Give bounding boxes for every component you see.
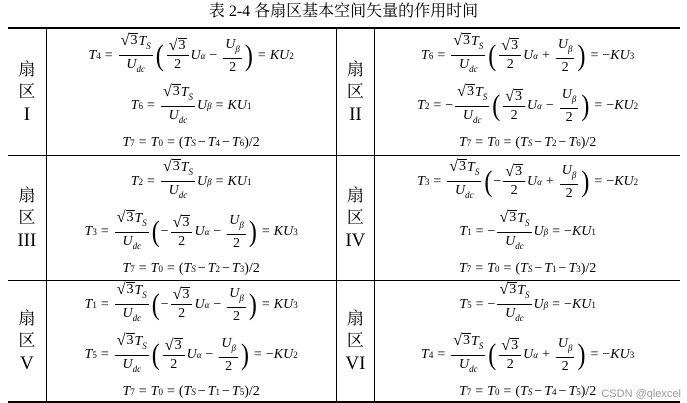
formula-t5-s5: T 5 = √ 3 $T_S$ $U_{dc}$ ( √ 3 2 U α − $\frac{U_\beta}{2}$ ) = − KU 2 <box>84 332 298 375</box>
formula-t6-s2: T 6 = √ 3 $T_S$ $U_{dc}$ ( √ 3 2 U α + $\frac{U_\beta}{2}$ ) = − KU 3 <box>421 32 635 75</box>
formula-t3-s3: T 3 = √ 3 $T_S$ $U_{dc}$ ( − √ 3 2 U α − $\frac{U_\beta}{2}$ ) = KU 3 <box>84 209 298 252</box>
formula-t6-s1: T 6 = √ 3 $T_S$ $U_{dc}$ U β = KU 1 <box>130 83 252 125</box>
formula-t4-s1: T 4 = √ 3 $T_S$ $U_{dc}$ ( √ 3 2 U α − $\frac{U_\beta}{2}$ ) = KU 2 <box>88 32 294 75</box>
sector-3-formulas <box>46 156 336 281</box>
formula-t1-s5: T 1 = √ 3 $T_S$ $U_{dc}$ ( − √ 3 2 U α − $\frac{U_\beta}{2}$ ) = KU 3 <box>84 281 298 324</box>
sector-label-5: 扇 区 V <box>8 281 46 403</box>
sector-label-2: 扇 区 II <box>336 28 375 156</box>
formula-t3-s4: T 3 = √ 3 $T_S$ $U_{dc}$ ( − √ 3 2 U α + $\frac{U_\beta}{2}$ ) = − KU 2 <box>417 158 639 201</box>
formula-t7-s3: T 7 = T 0 = ( T S − T 2 − T 3 )/2 <box>122 260 260 276</box>
formula-t5-s6: T 5 = − √ 3 $T_S$ $U_{dc}$ U β = − KU 1 <box>459 281 596 323</box>
formula-t7-s2: T 7 = T 0 = ( T S − T 2 − T 6 )/2 <box>458 134 597 150</box>
formula-t7-s4: T 7 = T 0 = ( T S − T 1 − T 3 )/2 <box>458 260 597 276</box>
formula-t7-s1: T 7 = T 0 = ( T S − T 4 − T 6 )/2 <box>122 134 260 150</box>
sector-label-3: 扇 区 III <box>8 156 46 281</box>
table-title: 表 2-4 各扇区基本空间矢量的作用时间 <box>208 3 479 20</box>
formula-t4-s6: T 4 = √ 3 $T_S$ $U_{dc}$ ( √ 3 2 U α + $\frac{U_\beta}{2}$ ) = − KU 3 <box>421 332 635 375</box>
sector-1-formulas <box>46 28 336 156</box>
sector-label-1: 扇 区 I <box>8 28 46 156</box>
formula-t7-s6: T 7 = T 0 = ( T S − T 4 − T 5 )/2 <box>458 383 597 399</box>
sector-4-formulas <box>375 156 680 281</box>
sector-2-formulas <box>375 28 680 156</box>
formula-t2-s3: T 2 = √ 3 $T_S$ $U_{dc}$ U β = KU 1 <box>130 158 252 200</box>
formula-t2-s2: T 2 = − √ 3 $T_S$ $U_{dc}$ ( √ 3 2 U α − $\frac{U_\beta}{2}$ ) = − KU 2 <box>417 83 639 126</box>
formula-t7-s5: T 7 = T 0 = ( T S − T 1 − T 5 )/2 <box>122 383 260 399</box>
action-time-table <box>8 27 680 403</box>
sector-label-4: 扇 区 IV <box>336 156 375 281</box>
watermark: CSDN @qlexcel <box>601 388 681 400</box>
sector-label-6: 扇 区 VI <box>336 281 375 403</box>
sector-6-formulas <box>375 281 680 403</box>
formula-t1-s4: T 1 = − √ 3 $T_S$ $U_{dc}$ U β = − KU 1 <box>459 209 596 251</box>
sector-5-formulas <box>46 281 336 403</box>
